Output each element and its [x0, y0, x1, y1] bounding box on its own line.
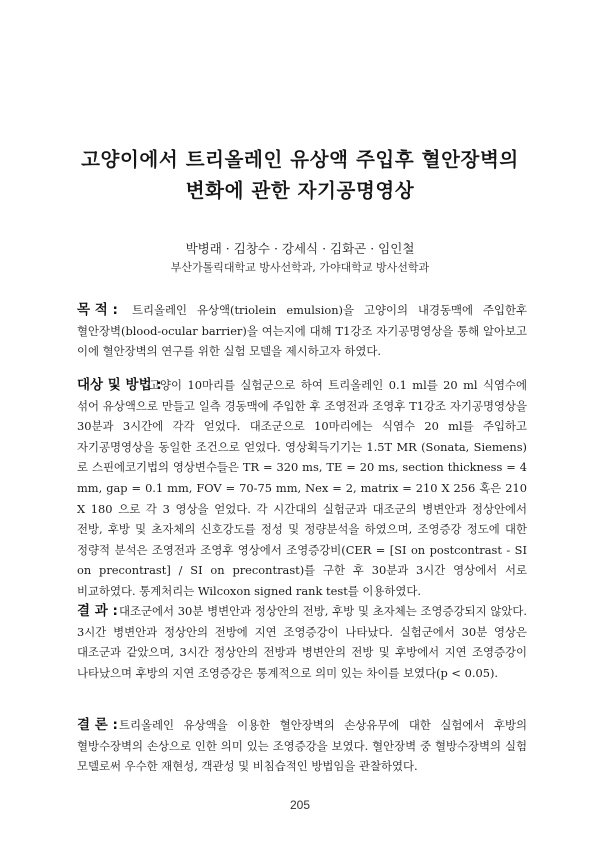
section-purpose-text: 트리올레인 유상액(triolein emulsion)을 고양이의 내경동맥에 주입한후 혈안장벽(blood-ocular barrier)을 여는지에 대해 T1강조 자기공명영상을 통해 알아보고 이에 혈안장벽의 연구를 위한 실험 모델을 제시하고자 하였다.	[77, 303, 527, 359]
section-conclusion-label: 결 론 :	[77, 717, 118, 733]
affiliation: 부산가톨릭대학교 방사선학과, 가야대학교 방사선학과	[170, 261, 430, 274]
page-number: 205	[289, 798, 311, 812]
section-purpose	[77, 300, 527, 362]
section-results	[77, 601, 527, 683]
section-conclusion	[77, 715, 527, 777]
section-methods-text: 고양이 10마리를 실험군으로 하여 트리올레인 0.1 ml를 20 ml 식염수에 섞어 유상액으로 만들고 일측 경동맥에 주입한 후 조영전과 조영후 T1강조 자기공명영상을 30분과 3시간에 각각 얻었다. 대조군으로 10마리에는 식염수 20 ml를 주입하고 자기공명영상을 동일한 조건으로 얻었다. 영상획득기기는 1.5T MR (Sonata, Siemens)로 스핀에코기법의 영상변수들은 TR = 320 ms, TE = 20 ms, section thickness = 4 mm, gap = 0.1 mm, FOV = 70-75 mm, Nex = 2, matrix = 210 X 256 혹은 210 X 180 으로 각 3 영상을 얻었다. 각 시간대의 실험군과 대조군의 병변안과 정상안에서 전방, 후방 및 초자체의 신호강도를 정성 및 정량분석을 하였으며, 조영증강 정도에 대한 정량적 분석은 조영전과 조영후 영상에서 조영증강비(CER = [SI on postcontrast - SI on precontrast] / SI on precontrast)를 구한 후 30분과 3시간 영상에서 서로 비교하였다. 통계처리는 Wilcoxon signed rank test를 이용하였다.	[77, 378, 527, 598]
section-methods-label: 대상 및 방법 :	[77, 377, 162, 393]
section-purpose-label: 목 적 :	[77, 302, 118, 318]
title-line-2: 변화에 관한 자기공명영상	[185, 179, 415, 202]
section-conclusion-text: 트리올레인 유상액을 이용한 혈안장벽의 손상유무에 대한 실험에서 후방의 혈방수장벽의 손상으로 인한 의미 있는 조영증강을 보였다. 혈안장벽 중 혈방수장벽의 실험 모델로써 우수한 재현성, 객관성 및 비침습적인 방법임을 관찰하였다.	[77, 718, 527, 774]
section-results-label: 결 과 :	[77, 603, 118, 619]
section-results-text: 대조군에서 30분 병변안과 정상안의 전방, 후방 및 초자체는 조영증강되지 않았다. 3시간 병변안과 정상안의 전방에 지연 조영증강이 나타났다. 실험군에서 30분 영상은 대조군과 같았으며, 3시간 정상안의 전방과 병변안의 전방 및 후방에서 지연 조영증강이 나타났으며 후방의 지연 조영증강은 통계적으로 의미 있는 차이를 보였다(p < 0.05).	[77, 604, 527, 680]
author-list: 박병래 · 김창수 · 강세식 · 김화곤 · 임인철	[185, 241, 415, 256]
section-methods	[77, 375, 527, 602]
title-line-1: 고양이에서 트리올레인 유상액 주입후 혈안장벽의	[81, 148, 519, 171]
